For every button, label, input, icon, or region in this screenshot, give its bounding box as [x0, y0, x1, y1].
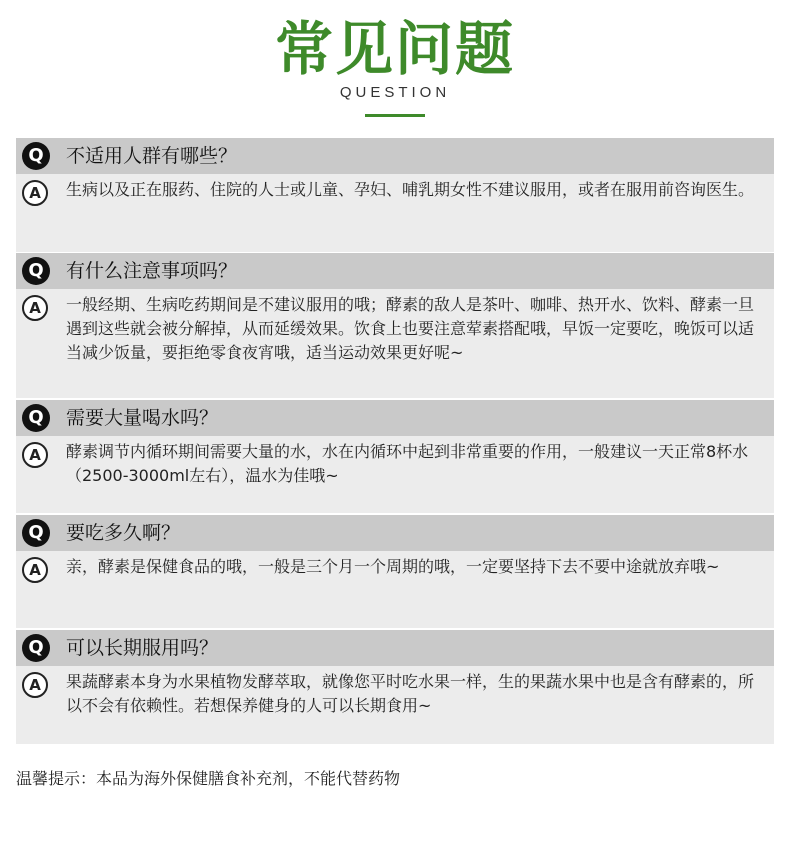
answer-text: 酵素调节内循环期间需要大量的水，水在内循环中起到非常重要的作用，一般建议一天正常8杯水（2500-3000ml左右），温水为佳哦~: [66, 442, 749, 485]
faq-item-2: [16, 253, 774, 398]
answer-text: 生病以及正在服药、住院的人士或儿童、孕妇、哺乳期女性不建议服用，或者在服用前咨询医生。: [66, 180, 755, 199]
answer-icon: A: [22, 180, 48, 206]
faq-item-4: [16, 515, 774, 628]
title-underline: [365, 114, 425, 117]
answer-icon: A: [22, 557, 48, 583]
question-icon: Q: [22, 142, 50, 170]
question-text: 要吃多久啊？: [66, 522, 181, 544]
footer-note: 温馨提示：本品为海外保健膳食补充剂，不能代替药物: [16, 769, 401, 788]
answer-icon: A: [22, 295, 48, 321]
faq-item-1: [16, 138, 774, 252]
question-bar: [16, 253, 774, 289]
question-text: 需要大量喝水吗？: [66, 407, 219, 429]
answer-text: 亲，酵素是保健食品的哦，一般是三个月一个周期的哦，一定要坚持下去不要中途就放弃哦~: [66, 557, 720, 576]
faq-item-3: [16, 400, 774, 513]
question-icon: Q: [22, 519, 50, 547]
question-icon: Q: [22, 634, 50, 662]
question-bar: [16, 630, 774, 666]
answer-icon: A: [22, 672, 48, 698]
question-text: 不适用人群有哪些？: [66, 145, 238, 167]
page-subtitle: QUESTION: [339, 84, 451, 101]
answer-text: 一般经期、生病吃药期间是不建议服用的哦；酵素的敌人是茶叶、咖啡、热开水、饮料、酵素一旦遇到这些就会被分解掉，从而延缓效果。饮食上也要注意荤素搭配哦，早饭一定要吃，晚饭可以适当减少饭量，要拒绝零食夜宵哦，适当运动效果更好呢~: [66, 295, 755, 362]
question-text: 有什么注意事项吗？: [66, 260, 238, 282]
question-icon: Q: [22, 257, 50, 285]
page-header: [0, 0, 790, 130]
question-bar: [16, 138, 774, 174]
question-bar: [16, 515, 774, 551]
answer-icon: A: [22, 442, 48, 468]
answer-text: 果蔬酵素本身为水果植物发酵萃取，就像您平时吃水果一样，生的果蔬水果中也是含有酵素的，所以不会有依赖性。若想保养健身的人可以长期食用~: [66, 672, 755, 715]
page-title: 常见问题: [274, 15, 515, 83]
question-icon: Q: [22, 404, 50, 432]
question-bar: [16, 400, 774, 436]
question-text: 可以长期服用吗？: [66, 637, 219, 659]
faq-item-5: [16, 630, 774, 744]
